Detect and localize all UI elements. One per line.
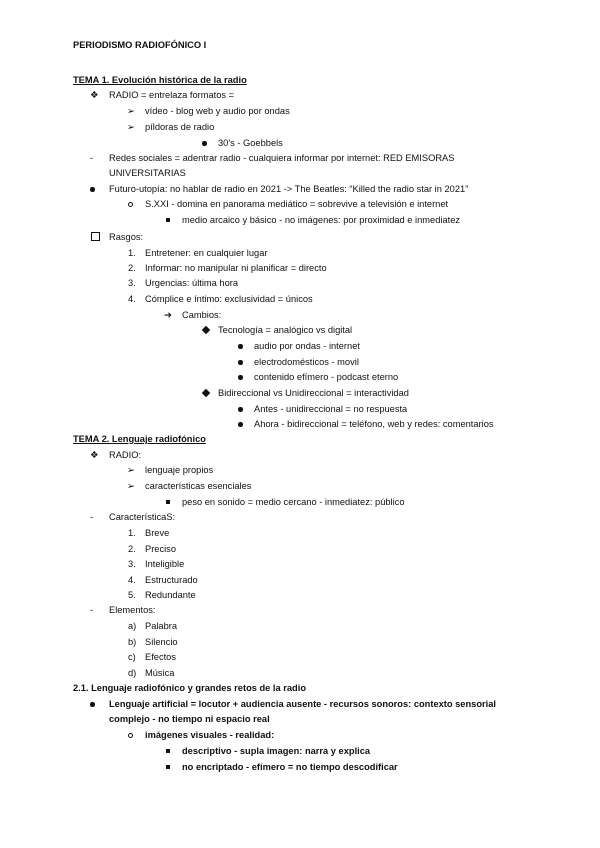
tec-item: contenido efímero - podcast eterno	[254, 372, 399, 382]
filled-circle-bullet-icon	[202, 141, 207, 146]
tec-item: audio por ondas - internet	[254, 341, 360, 351]
rasgo-item: Urgencias: última hora	[145, 278, 239, 288]
filled-circle-bullet-icon	[238, 360, 243, 365]
filled-circle-bullet-icon	[238, 422, 243, 427]
tema1-redes-text-line1: Redes sociales = adentrar radio - cualquiera informar por internet: RED EMISORAS	[109, 153, 455, 163]
list-letter: b)	[128, 637, 137, 647]
bid-item: Antes - unidireccional = no respuesta	[254, 404, 408, 414]
tema1-rasgos-text: Rasgos:	[109, 232, 144, 242]
carac-item: Breve	[145, 528, 170, 538]
list-number: 3.	[128, 559, 136, 569]
tema2-heading: TEMA 2. Lenguaje radiofónico	[73, 434, 206, 444]
arrowhead-bullet-icon: ➢	[127, 122, 135, 132]
list-number: 4.	[128, 575, 136, 585]
hollow-circle-bullet-icon	[128, 202, 133, 207]
bid-item: Ahora - bidireccional = teléfono, web y redes: comentarios	[254, 419, 494, 429]
document-title: PERIODISMO RADIOFÓNICO I	[73, 40, 207, 50]
sec21-descriptivo-text: descriptivo - supla imagen: narra y explica	[182, 746, 371, 756]
fleur-bullet-icon: ❖	[90, 90, 99, 100]
rasgo-item: Cómplice e íntimo: exclusividad = únicos	[145, 294, 313, 304]
sec21-heading: 2.1. Lenguaje radiofónico y grandes retos de la radio	[73, 683, 306, 693]
list-number: 1.	[128, 528, 136, 538]
dash-bullet-icon: -	[90, 153, 94, 163]
sec21-artificial-text-line2: complejo - no tiempo ni espacio real	[109, 714, 270, 724]
tema1-video-text: vídeo - blog web y audio por ondas	[145, 106, 290, 116]
tema1-sxxi-text: S.XXI - domina en panorama mediático = sobrevive a televisión e internet	[145, 199, 449, 209]
square-bullet-icon	[166, 218, 170, 222]
tema1-pildoras-text: píldoras de radio	[145, 122, 215, 132]
filled-circle-bullet-icon	[238, 344, 243, 349]
tema2-radio-text: RADIO:	[109, 450, 142, 460]
fleur-bullet-icon: ❖	[90, 450, 99, 460]
filled-circle-bullet-icon	[238, 375, 243, 380]
hollow-circle-bullet-icon	[128, 733, 133, 738]
sec21-imagenes-text: imágenes visuales - realidad:	[145, 730, 275, 740]
list-letter: d)	[128, 668, 137, 678]
dash-bullet-icon: -	[90, 605, 94, 615]
tec-item: electrodomésticos - movil	[254, 357, 359, 367]
diamond-bullet-icon	[202, 326, 210, 334]
tema2-elementos-text: Elementos:	[109, 605, 156, 615]
rasgo-item: Entretener: en cualquier lugar	[145, 248, 268, 258]
tema1-tecnologia-text: Tecnología = analógico vs digital	[218, 325, 353, 335]
tema2-lenguaje-text: lenguaje propios	[145, 465, 214, 475]
filled-circle-bullet-icon	[90, 187, 95, 192]
tema2-caracteristicas-esenciales-text: características esenciales	[145, 481, 252, 491]
dash-bullet-icon: -	[90, 512, 94, 522]
tema1-goebbels-text: 30's - Goebbels	[218, 138, 283, 148]
arrowhead-bullet-icon: ➢	[127, 465, 135, 475]
sec21-encriptado-text: no encriptado - efímero = no tiempo descodificar	[182, 762, 398, 772]
tema1-heading: TEMA 1. Evolución histórica de la radio	[73, 75, 247, 85]
tema2-caracteristicas-text: CaracterísticaS:	[109, 512, 176, 522]
list-number: 1.	[128, 248, 136, 258]
elem-item: Palabra	[145, 621, 178, 631]
list-letter: a)	[128, 621, 137, 631]
diamond-bullet-icon	[202, 389, 210, 397]
tema1-futuro-text: Futuro-utopía: no hablar de radio en 2021 -> The Beatles: “Killed the radio star in 2021”	[109, 184, 469, 194]
right-arrow-bullet-icon: ➔	[164, 310, 172, 320]
carac-item: Redundante	[145, 590, 196, 600]
carac-item: Inteligible	[145, 559, 185, 569]
filled-circle-bullet-icon	[238, 407, 243, 412]
tema2-peso-text: peso en sonido = medio cercano - inmediatez: público	[182, 497, 405, 507]
elem-item: Silencio	[145, 637, 178, 647]
tema1-radio-text: RADIO = entrelaza formatos =	[109, 90, 235, 100]
sec21-artificial-text-line1: Lenguaje artificial = locutor + audiencia ausente - recursos sonoros: contexto sensorial	[109, 699, 496, 709]
list-number: 5.	[128, 590, 136, 600]
elem-item: Música	[145, 668, 175, 678]
list-number: 2.	[128, 544, 136, 554]
checkbox-square-icon	[91, 232, 100, 241]
arrowhead-bullet-icon: ➢	[127, 481, 135, 491]
list-number: 4.	[128, 294, 136, 304]
square-bullet-icon	[166, 500, 170, 504]
carac-item: Estructurado	[145, 575, 198, 585]
filled-circle-bullet-icon	[90, 702, 95, 707]
tema1-bidireccional-text: Bidireccional vs Unidireccional = interactividad	[218, 388, 409, 398]
arrowhead-bullet-icon: ➢	[127, 106, 135, 116]
carac-item: Preciso	[145, 544, 177, 554]
list-number: 3.	[128, 278, 136, 288]
rasgo-item: Informar: no manipular ni planificar = directo	[145, 263, 327, 273]
square-bullet-icon	[166, 765, 170, 769]
tema1-cambios-text: Cambios:	[182, 310, 222, 320]
tema1-redes-text-line2: UNIVERSITARIAS	[109, 168, 186, 178]
tema1-medio-text: medio arcaico y básico - no imágenes: por proximidad e inmediatez	[182, 215, 461, 225]
elem-item: Efectos	[145, 652, 177, 662]
list-number: 2.	[128, 263, 136, 273]
list-letter: c)	[128, 652, 136, 662]
square-bullet-icon	[166, 749, 170, 753]
